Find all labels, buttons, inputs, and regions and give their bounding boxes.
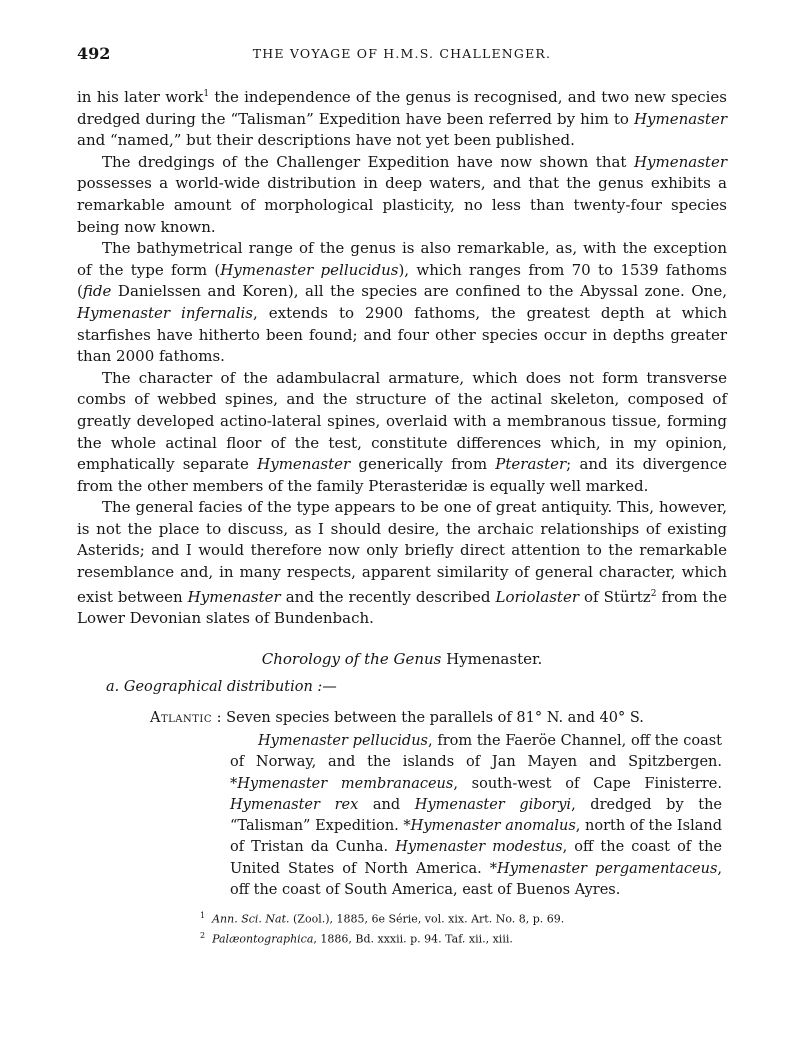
footnote-ref-2: 2	[650, 588, 657, 599]
text-run: from the Lower Devonian slates of Bundenbach.	[77, 587, 727, 628]
text-run: , extends to 2900 fathoms, the greatest depth at which starfishes have hitherto been found; and four other species occur in depths greater than 2000 fathoms.	[77, 303, 728, 366]
text-run: the independence of the genus is recognised, and two new species dredged during the “Talisman” Expedition have been referred by him to	[77, 88, 727, 128]
species-name: Hymenaster pellucidus	[258, 733, 428, 749]
genus-name: Hymenaster	[633, 152, 727, 171]
species-name: Hymenaster giboryi	[414, 796, 572, 813]
footnote-mark: 1	[200, 911, 206, 920]
genus-name: Pteraster	[495, 455, 567, 474]
heading-italic: Chorology of the Genus	[261, 650, 442, 668]
journal-title: Ann. Sci. Nat.	[212, 912, 290, 926]
text-run: The dredgings of the Challenger Expedition have now shown that	[102, 152, 634, 171]
species-name: *Hymenaster anomalus	[403, 818, 576, 835]
text-run: The bathymetrical range of the genus is also remarkable, as, with the exception of the type form (	[77, 239, 727, 279]
locality: , south-west of Cape Finisterre.	[453, 775, 722, 792]
text-run: and “named,” but their descriptions have not yet been published.	[77, 131, 575, 150]
citation: (Zool.), 1885, 6e Série, vol. xix. Art. No. 8, p. 69.	[289, 912, 565, 926]
species-name: *Hymenaster membranaceus	[230, 775, 454, 792]
footnote-ref-1: 1	[203, 89, 210, 99]
species-name: Hymenaster infernalis	[77, 303, 253, 322]
paragraph-2	[77, 152, 727, 238]
running-title: THE VOYAGE OF H.M.S. CHALLENGER.	[252, 46, 552, 61]
paragraph-5	[77, 497, 727, 630]
footnotes	[200, 908, 720, 947]
text-run: in his later work	[77, 88, 204, 106]
locality: and	[358, 796, 415, 813]
text-run: and the recently described	[280, 587, 496, 606]
region-line	[150, 708, 730, 729]
genus-name: Hymenaster	[257, 455, 351, 474]
locality: , off the coast of South America, east of Buenos Ayres.	[230, 860, 722, 899]
species-name: Hymenaster pellucidus	[220, 260, 399, 279]
species-list	[230, 731, 722, 901]
text-run: ; and its divergence from the other members of the family Pterasteridæ is equally well marked.	[77, 455, 727, 495]
citation: , 1886, Bd. xxxii. p. 94. Taf. xii., xiii.	[313, 932, 513, 946]
body-text	[77, 84, 727, 630]
footnote-2	[200, 928, 720, 948]
genus-name: Hymenaster	[633, 109, 727, 128]
paragraph-3	[77, 238, 727, 368]
region-name: Atlantic	[150, 710, 213, 726]
species-name: Hymenaster modestus	[395, 839, 563, 856]
subsection-heading	[106, 679, 337, 695]
paragraph-1	[77, 84, 727, 152]
text-run: generically from	[350, 455, 496, 474]
locality: , dredged by the “Talisman” Expedition.	[230, 796, 723, 835]
species-entries	[230, 731, 722, 901]
text-run: possesses a world-wide distribution in deep waters, and that the genus exhibits a remarkable amount of morphological plasticity, no less than twenty-four species being now known.	[77, 174, 727, 236]
species-name: Hymenaster rex	[230, 796, 359, 813]
text-run: The character of the adambulacral armature, which does not form transverse combs of webbed spines, and the structure of the actinal skeleton, composed of greatly developed actino-lateral spines, overlaid with a membranous tissue, forming the whole actinal floor of the test, constitute differences which, in my opinion, emphatically separate	[77, 368, 727, 474]
locality: , off the coast of the United States of North America.	[230, 839, 722, 877]
section-heading	[77, 650, 727, 668]
region-colon: :	[212, 710, 222, 726]
heading-roman: Hymenaster.	[441, 650, 543, 668]
genus-name: Loriolaster	[495, 587, 579, 606]
latin-word: fide	[82, 282, 112, 301]
genus-name: Hymenaster	[187, 587, 281, 606]
text-run: The general facies of the type appears to be one of great antiquity. This, however, is not the place to discuss, as I should desire, the archaic relationships of existing Asterids; and I would therefore now only briefly direct attention to the remarkable resemblance and, in many respects, apparent similarity of general character, which exist between	[77, 498, 727, 606]
subsection-title: Geographical distribution :—	[123, 679, 337, 695]
page-number: 492	[77, 44, 111, 63]
footnote-1	[200, 908, 720, 928]
text-run: ), which ranges from 70 to 1539 fathoms (	[77, 260, 727, 301]
species-name: *Hymenaster pergamentaceus	[489, 860, 718, 877]
journal-title: Palæontographica	[212, 932, 314, 946]
subsection-letter: a.	[106, 679, 120, 695]
text-run: of Stürtz	[579, 587, 651, 606]
locality: , north of the Island of Tristan da Cunha.	[230, 818, 722, 856]
footnote-mark: 2	[200, 930, 206, 940]
page-header	[77, 44, 727, 68]
region-summary: Seven species between the parallels of 81° N. and 40° S.	[221, 710, 644, 726]
paragraph-4	[77, 368, 727, 498]
locality: , from the Faeröe Channel, off the coast of Norway, and the islands of Jan Mayen and Spitzbergen.	[230, 733, 722, 771]
text-run: Danielssen and Koren), all the species are confined to the Abyssal zone. One,	[111, 282, 727, 301]
